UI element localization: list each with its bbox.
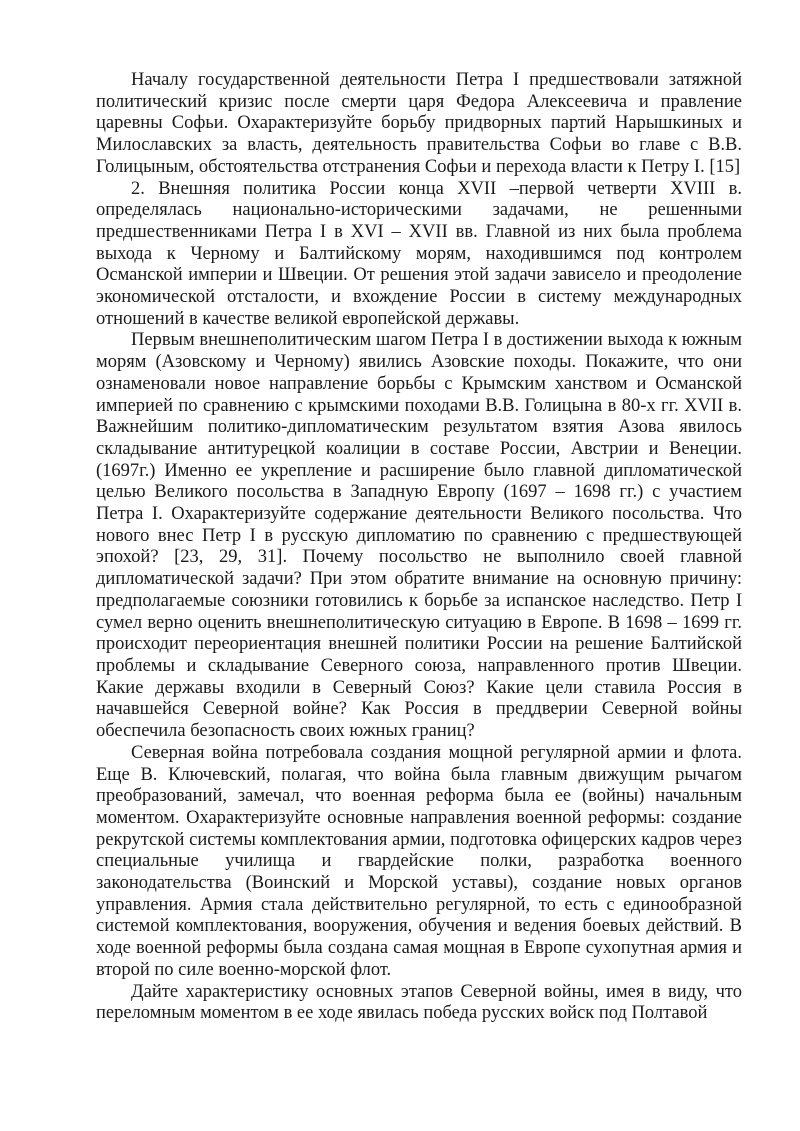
- paragraph-military-reform: Северная война потребовала создания мощной регулярной армии и флота. Еще В. Ключевский, полагая, что война была главным движущим рычагом преобразований, замечал, что военная реформа была ее (войны) начальным моментом. Охарактеризуйте основные направления военной реформы: создание рекрутской системы комплектования армии, подготовка офицерских кадров через специальные училища и гвардейские полки, разработка военного законодательства (Воинский и Морской уставы), создание новых органов управления. Армия стала действительно регулярной, то есть с единообразной системой комплектования, вооружения, обучения и ведения боевых действий. В ходе военной реформы была создана самая мощная в Европе сухопутная армия и второй по силе военно-морской флот.: [96, 742, 742, 980]
- paragraph-foreign-policy: 2. Внешняя политика России конца XVII –первой четверти XVIII в. определялась национально-историческими задачами, не решенными предшественниками Петра I в XVI – XVII вв. Главной из них была проблема выхода к Черному и Балтийскому морям, находившимся под контролем Османской империи и Швеции. От решения этой задачи зависело и преодоление экономической отсталости, и вхождение России в систему международных отношений в качестве великой европейской державы.: [96, 178, 742, 329]
- document-page: [96, 70, 742, 1025]
- paragraph-azov-campaigns: Первым внешнеполитическим шагом Петра I в достижении выхода к южным морям (Азовскому и Черному) явились Азовские походы. Покажите, что они ознаменовали новое направление борьбы с Крымским ханством и Османской империей по сравнению с крымскими походами В.В. Голицына в 80-х гг. XVII в. Важнейшим политико-дипломатическим результатом взятия Азова явилось складывание антитурецкой коалиции в составе России, Австрии и Венеции.(1697г.) Именно ее укрепление и расширение было главной дипломатической целью Великого посольства в Западную Европу (1697 – 1698 гг.) с участием Петра I. Охарактеризуйте содержание деятельности Великого посольства. Что нового внес Петр I в русскую дипломатию по сравнению с предшествующей эпохой? [23, 29, 31]. Почему посольство не выполнило своей главной дипломатической задачи? При этом обратите внимание на основную причину: предполагаемые союзники готовились к борьбе за испанское наследство. Петр I сумел верно оценить внешнеполитическую ситуацию в Европе. В 1698 – 1699 гг. происходит переориентация внешней политики России на решение Балтийской проблемы и складывание Северного союза, направленного против Швеции. Какие державы входили в Северный Союз? Какие цели ставила Россия в начавшейся Северной войне? Как Россия в преддверии Северной войны обеспечила безопасность своих южных границ?: [96, 330, 742, 742]
- paragraph-northern-war-stages: Дайте характеристику основных этапов Северной войны, имея в виду, что переломным моментом в ее ходе явилась победа русских войск под Полтавой: [96, 981, 742, 1024]
- paragraph-political-crisis: Началу государственной деятельности Петра I предшествовали затяжной политический кризис после смерти царя Федора Алексеевича и правление царевны Софьи. Охарактеризуйте борьбу придворных партий Нарышкиных и Милославских за власть, деятельность правительства Софьи во главе с В.В. Голицыным, обстоятельства отстранения Софьи и перехода власти к Петру I. [15]: [96, 70, 742, 177]
